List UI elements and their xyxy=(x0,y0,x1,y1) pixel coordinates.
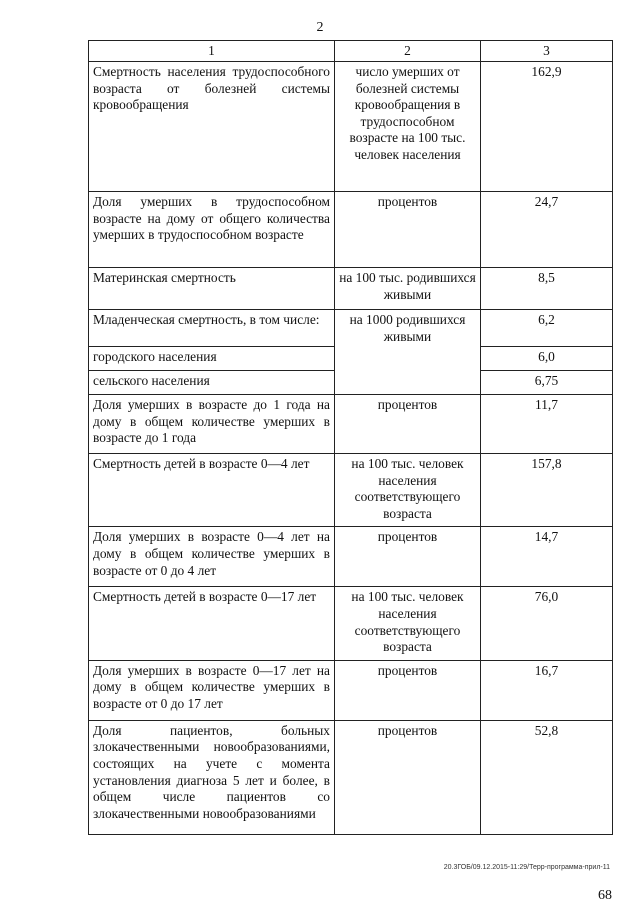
indicator-cell: Материнская смертность xyxy=(89,268,335,310)
value-cell: 14,7 xyxy=(481,527,613,587)
table-header-row xyxy=(89,41,613,62)
unit-cell: на 100 тыс. родившихся живыми xyxy=(335,268,481,310)
indicator-cell: Доля умерших в возрасте 0—17 лет на дому в общем количестве умерших в возрасте от 0 до 17 лет xyxy=(89,660,335,720)
document-footer-code: 20.3ГОБ/09.12.2015-11:29/Терр-программа-прил-11 xyxy=(443,864,610,871)
column-header-1: 1 xyxy=(89,41,335,62)
table-row xyxy=(89,587,613,660)
table-row xyxy=(89,395,613,454)
unit-cell: процентов xyxy=(335,527,481,587)
value-cell: 157,8 xyxy=(481,454,613,527)
table-row xyxy=(89,527,613,587)
table-row xyxy=(89,62,613,192)
unit-cell: процентов xyxy=(335,720,481,834)
table-row xyxy=(89,310,613,347)
value-cell: 6,0 xyxy=(481,347,613,371)
indicator-cell: Доля пациентов, больных злокачественными новообразованиями, состоящих на учете с момента установления диагноза 5 лет и более, в общем числе пациентов со злокачественными новообразованиями xyxy=(89,720,335,834)
column-header-2: 2 xyxy=(335,41,481,62)
value-cell: 24,7 xyxy=(481,192,613,268)
table-row xyxy=(89,268,613,310)
page-number-bottom: 68 xyxy=(598,888,612,903)
unit-cell: процентов xyxy=(335,660,481,720)
unit-cell: процентов xyxy=(335,192,481,268)
indicator-cell: Смертность детей в возрасте 0—17 лет xyxy=(89,587,335,660)
table-row xyxy=(89,192,613,268)
column-header-3: 3 xyxy=(481,41,613,62)
value-cell: 52,8 xyxy=(481,720,613,834)
indicator-cell: сельского населения xyxy=(89,371,335,395)
unit-cell: процентов xyxy=(335,395,481,454)
table-row xyxy=(89,720,613,834)
unit-cell: на 1000 родившихся живыми xyxy=(335,310,481,395)
unit-cell: число умерших от болезней системы кровообращения в трудоспособном возрасте на 100 тыс. человек населения xyxy=(335,62,481,192)
indicator-cell: городского населения xyxy=(89,347,335,371)
unit-cell: на 100 тыс. человек населения соответствующего возраста xyxy=(335,587,481,660)
unit-cell: на 100 тыс. человек населения соответствующего возраста xyxy=(335,454,481,527)
indicator-cell: Доля умерших в возрасте до 1 года на дому в общем количестве умерших в возрасте до 1 года xyxy=(89,395,335,454)
indicator-cell: Доля умерших в трудоспособном возрасте на дому от общего количества умерших в трудоспособном возрасте xyxy=(89,192,335,268)
table-row xyxy=(89,454,613,527)
value-cell: 76,0 xyxy=(481,587,613,660)
value-cell: 8,5 xyxy=(481,268,613,310)
indicator-cell: Доля умерших в возрасте 0—4 лет на дому в общем количестве умерших в возрасте от 0 до 4 лет xyxy=(89,527,335,587)
value-cell: 11,7 xyxy=(481,395,613,454)
value-cell: 162,9 xyxy=(481,62,613,192)
value-cell: 16,7 xyxy=(481,660,613,720)
page-number-top: 2 xyxy=(316,20,324,35)
indicator-cell: Смертность населения трудоспособного возраста от болезней системы кровообращения xyxy=(89,62,335,192)
indicator-cell: Младенческая смертность, в том числе: xyxy=(89,310,335,347)
indicators-table xyxy=(88,40,613,835)
indicator-cell: Смертность детей в возрасте 0—4 лет xyxy=(89,454,335,527)
value-cell: 6,75 xyxy=(481,371,613,395)
table-row xyxy=(89,660,613,720)
value-cell: 6,2 xyxy=(481,310,613,347)
